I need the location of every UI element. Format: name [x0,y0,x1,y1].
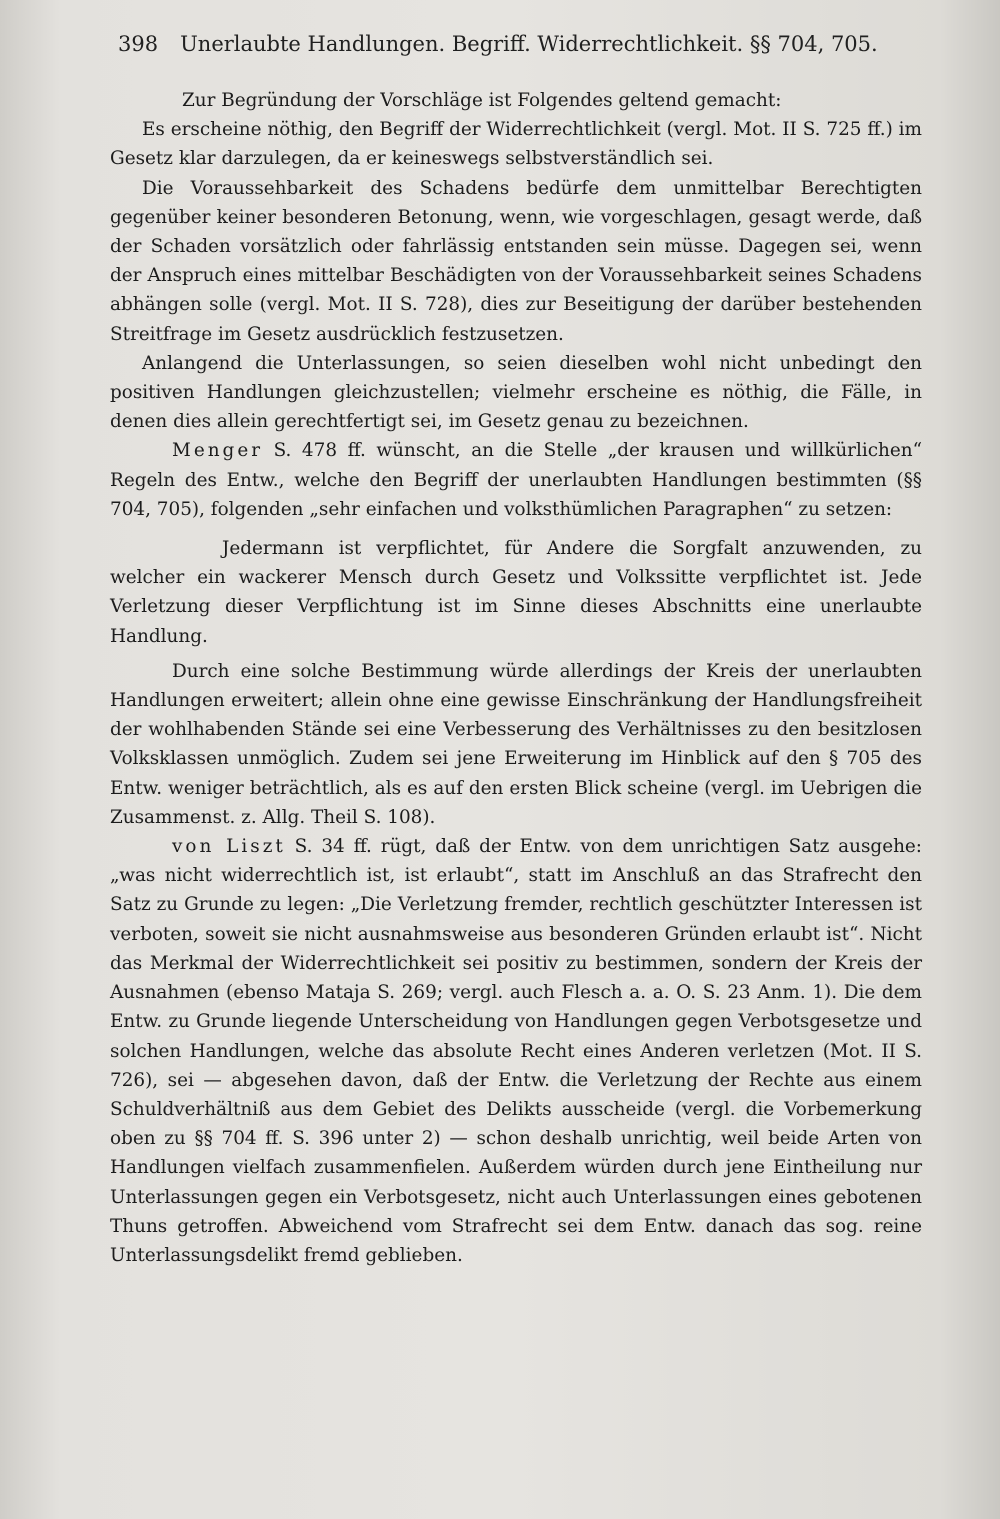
page-number: 398 [118,32,159,56]
paragraph-liszt-text: S. 34 ff. rügt, daß der Entw. von dem unrichtigen Satz ausgehe: „was nicht widerrechtlich ist, ist erlaubt“, statt im Anschluß an das Strafrecht den Satz zu Grunde zu legen: „Die Verletzung fremder, rechtlich geschützter Interessen ist verboten, soweit sie nicht ausnahmsweise aus besonderen Gründen erlaubt ist“. Nicht das Merkmal der Widerrechtlichkeit sei positiv zu bestimmen, sondern der Kreis der Ausnahmen (ebenso Mataja S. 269; vergl. auch Flesch a. a. O. S. 23 Anm. 1). Die dem Entw. zu Grunde liegende Unterscheidung von Handlungen gegen Verbotsgesetze und solchen Handlungen, welche das absolute Recht eines Anderen verletzen (Mot. II S. 726), sei — abgesehen davon, daß der Entw. die Verletzung der Rechte aus einem Schuldverhältniß aus dem Gebiet des Delikts ausscheide (vergl. die Vorbemerkung oben zu §§ 704 ff. S. 396 unter 2) — schon deshalb unrichtig, weil beide Arten von Handlungen vielfach zusammenfielen. Außerdem würden durch jene Eintheilung nur Unterlassungen gegen ein Verbotsgesetz, nicht auch Unterlassungen eines gebotenen Thuns getroffen. Abweichend vom Strafrecht sei dem Entw. danach das sog. reine Unterlassungsdelikt fremd geblieben. [110,836,923,1266]
paragraph-liszt [110,832,922,1270]
paragraph-intro: Zur Begründung der Vorschläge ist Folgendes geltend gemacht: [182,90,782,111]
paragraph-menger-text: S. 478 ff. wünscht, an die Stelle „der krausen und willkürlichen“ Regeln des Entw., welche den Begriff der unerlaubten Handlungen bestimmten (§§ 704, 705), folgenden „sehr einfachen und volksthümlichen Paragraphen“ zu setzen: [110,440,922,520]
running-header [118,30,878,58]
paragraph-widerrechtlichkeit: Es erscheine nöthig, den Begriff der Widerrechtlichkeit (vergl. Mot. II S. 725 ff.) im Gesetz klar darzulegen, da er keineswegs selbstverständlich sei. [110,119,922,170]
author-name-liszt: von Liszt [172,836,286,858]
paragraph-menger [110,436,922,524]
body-text [110,86,922,1270]
running-title: Unerlaubte Handlungen. Begriff. Widerrechtlichkeit. §§ 704, 705. [180,32,878,56]
paragraph-bestimmung: Durch eine solche Bestimmung würde allerdings der Kreis der unerlaubten Handlungen erweitert; allein ohne eine gewisse Einschränkung der Handlungsfreiheit der wohlhabenden Stände sei eine Verbesserung des Verhältnisses zu den besitzlosen Volksklassen unmöglich. Zudem sei jene Erweiterung im Hinblick auf den § 705 des Entw. weniger beträchtlich, als es auf den ersten Blick scheine (vergl. im Uebrigen die Zusammenst. z. Allg. Theil S. 108). [110,660,922,828]
paragraph-voraussehbarkeit: Die Voraussehbarkeit des Schadens bedürfe dem unmittelbar Berechtigten gegenüber keiner besonderen Betonung, wenn, wie vorgeschlagen, gesagt werde, daß der Schaden vorsätzlich oder fahrlässig entstanden sein müsse. Dagegen sei, wenn der Anspruch eines mittelbar Beschädigten von der Voraussehbarkeit seines Schadens abhängen solle (vergl. Mot. II S. 728), dies zur Beseitigung der darüber bestehenden Streitfrage im Gesetz ausdrücklich festzusetzen. [110,177,922,345]
author-name-menger: Menger [172,440,264,462]
paragraph-unterlassungen: Anlangend die Unterlassungen, so seien dieselben wohl nicht unbedingt den positiven Handlungen gleichzustellen; vielmehr erscheine es nöthig, die Fälle, in denen dies allein gerechtfertigt sei, im Gesetz genau zu bezeichnen. [110,352,922,433]
block-quote: Jedermann ist verpflichtet, für Andere die Sorgfalt anzuwenden, zu welcher ein wackerer Mensch durch Gesetz und Volkssitte verpflichtet ist. Jede Verletzung dieser Verpflichtung ist im Sinne dieses Abschnitts eine unerlaubte Handlung. [110,538,922,647]
